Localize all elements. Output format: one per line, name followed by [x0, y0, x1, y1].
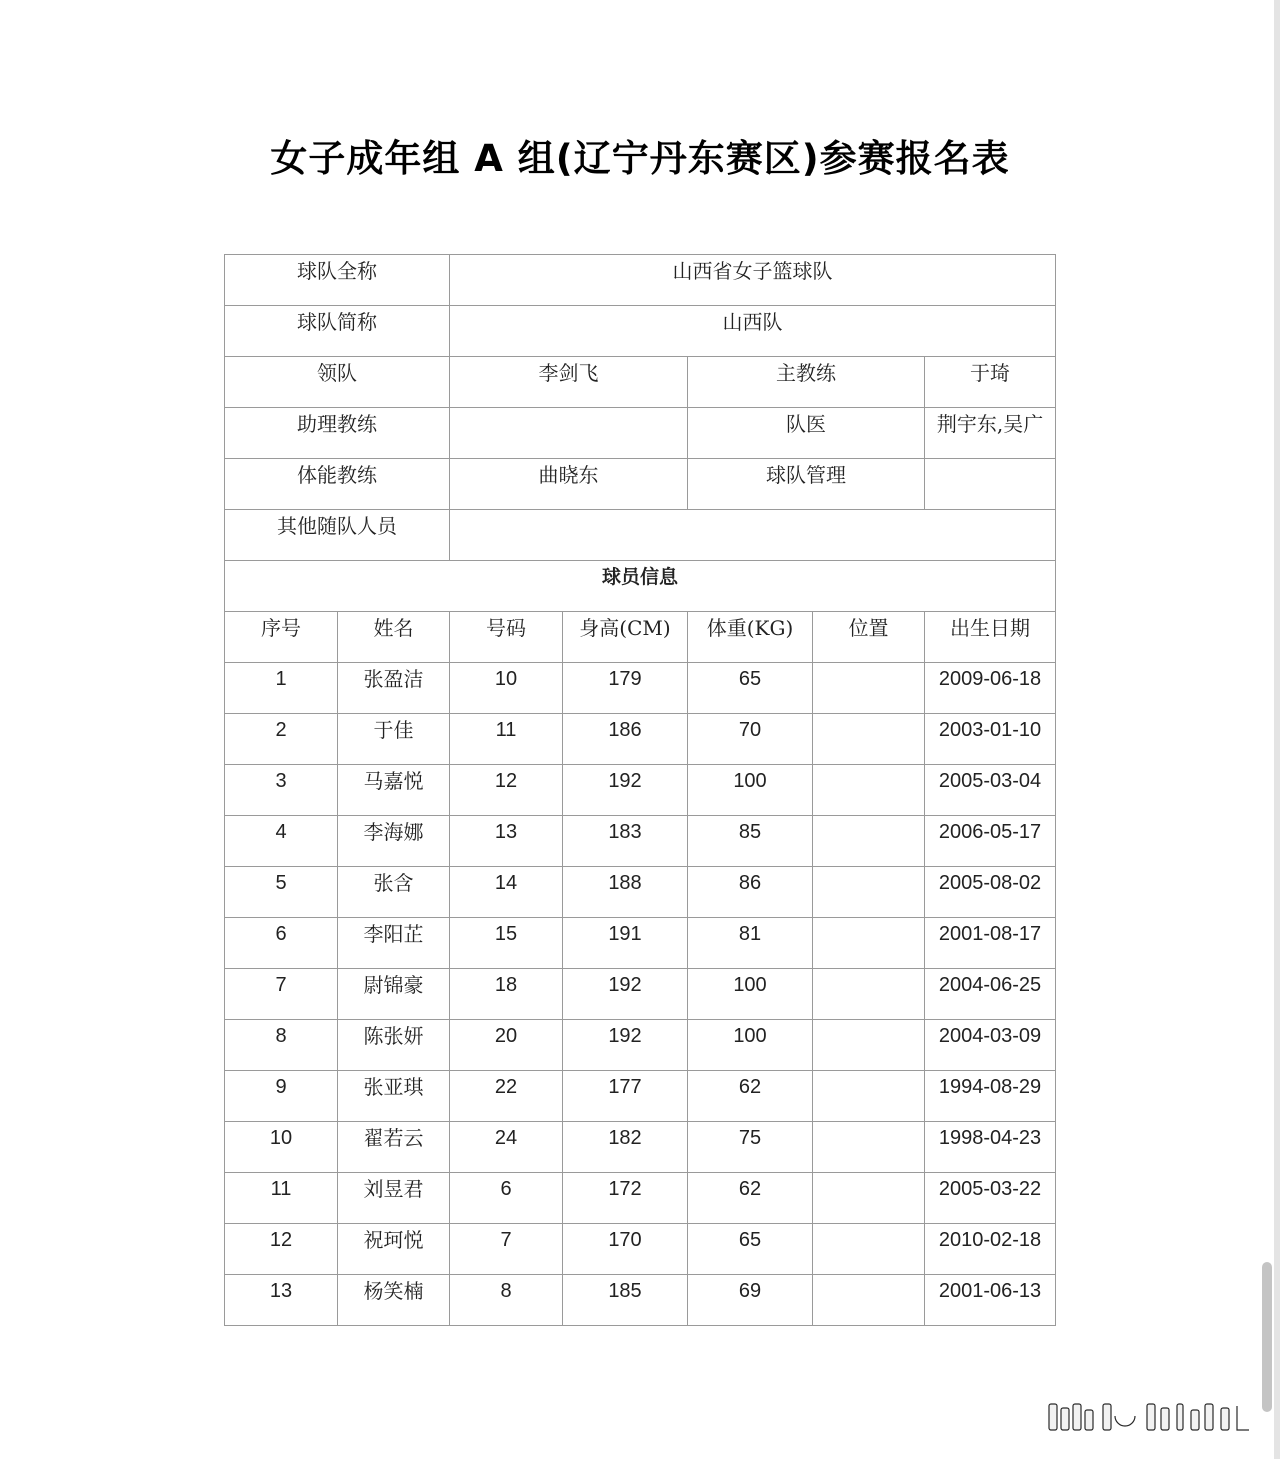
- player-birth-cell: 2001-08-17: [925, 918, 1056, 969]
- registration-table: [224, 254, 1056, 1326]
- player-weight-cell: 62: [688, 1071, 813, 1122]
- player-seq-cell: 4: [225, 816, 338, 867]
- team-full-name-row: [225, 255, 1056, 306]
- assistant-coach-value: [450, 408, 688, 459]
- player-row: [225, 1275, 1056, 1326]
- player-position-cell: [813, 714, 925, 765]
- player-number-cell: 12: [450, 765, 563, 816]
- assistant-coach-label: 助理教练: [225, 408, 450, 459]
- player-section-row: [225, 561, 1056, 612]
- player-number-cell: 20: [450, 1020, 563, 1071]
- other-staff-value: [450, 510, 1056, 561]
- player-weight-cell: 65: [688, 663, 813, 714]
- player-height-cell: 192: [563, 1020, 688, 1071]
- player-position-cell: [813, 867, 925, 918]
- player-row: [225, 714, 1056, 765]
- fitness-row: [225, 459, 1056, 510]
- player-row: [225, 816, 1056, 867]
- player-position-cell: [813, 1224, 925, 1275]
- leader-row: [225, 357, 1056, 408]
- player-birth-cell: 1994-08-29: [925, 1071, 1056, 1122]
- form-title: 女子成年组 A 组(辽宁丹东赛区)参赛报名表: [270, 137, 1010, 180]
- player-seq-cell: 5: [225, 867, 338, 918]
- player-birth-cell: 2005-08-02: [925, 867, 1056, 918]
- head-coach-value: 于琦: [925, 357, 1056, 408]
- player-position-cell: [813, 969, 925, 1020]
- player-birth-cell: 2009-06-18: [925, 663, 1056, 714]
- player-height-cell: 179: [563, 663, 688, 714]
- player-row: [225, 1173, 1056, 1224]
- header-cell: 序号: [225, 612, 338, 663]
- player-weight-cell: 81: [688, 918, 813, 969]
- player-seq-cell: 2: [225, 714, 338, 765]
- player-weight-cell: 69: [688, 1275, 813, 1326]
- player-name-cell: 祝珂悦: [338, 1224, 450, 1275]
- team-doctor-value: 荆宇东,吴广: [925, 408, 1056, 459]
- head-coach-label: 主教练: [688, 357, 925, 408]
- player-seq-cell: 10: [225, 1122, 338, 1173]
- player-number-cell: 10: [450, 663, 563, 714]
- player-rows: [225, 663, 1056, 1326]
- player-number-cell: 7: [450, 1224, 563, 1275]
- player-seq-cell: 1: [225, 663, 338, 714]
- player-seq-cell: 8: [225, 1020, 338, 1071]
- player-birth-cell: 2004-03-09: [925, 1020, 1056, 1071]
- player-name-cell: 李海娜: [338, 816, 450, 867]
- player-weight-cell: 70: [688, 714, 813, 765]
- leader-value: 李剑飞: [450, 357, 688, 408]
- player-birth-cell: 2003-01-10: [925, 714, 1056, 765]
- player-name-cell: 翟若云: [338, 1122, 450, 1173]
- header-cell: 体重(KG): [688, 612, 813, 663]
- player-seq-cell: 11: [225, 1173, 338, 1224]
- other-staff-label: 其他随队人员: [225, 510, 450, 561]
- player-position-cell: [813, 663, 925, 714]
- player-birth-cell: 2001-06-13: [925, 1275, 1056, 1326]
- player-seq-cell: 7: [225, 969, 338, 1020]
- team-short-name-row: [225, 306, 1056, 357]
- header-cell: 姓名: [338, 612, 450, 663]
- player-row: [225, 1020, 1056, 1071]
- player-number-cell: 6: [450, 1173, 563, 1224]
- player-height-cell: 185: [563, 1275, 688, 1326]
- player-position-cell: [813, 816, 925, 867]
- player-height-cell: 191: [563, 918, 688, 969]
- player-name-cell: 于佳: [338, 714, 450, 765]
- player-height-cell: 170: [563, 1224, 688, 1275]
- player-height-cell: 183: [563, 816, 688, 867]
- watermark-logo: [1045, 1398, 1255, 1434]
- leader-label: 领队: [225, 357, 450, 408]
- player-height-cell: 182: [563, 1122, 688, 1173]
- player-name-cell: 陈张妍: [338, 1020, 450, 1071]
- player-weight-cell: 86: [688, 867, 813, 918]
- player-height-cell: 188: [563, 867, 688, 918]
- player-birth-cell: 2005-03-04: [925, 765, 1056, 816]
- player-position-cell: [813, 1122, 925, 1173]
- header-cell: 身高(CM): [563, 612, 688, 663]
- player-number-cell: 11: [450, 714, 563, 765]
- player-number-cell: 15: [450, 918, 563, 969]
- player-name-cell: 尉锦豪: [338, 969, 450, 1020]
- header-cell: 号码: [450, 612, 563, 663]
- player-position-cell: [813, 918, 925, 969]
- player-birth-cell: 2010-02-18: [925, 1224, 1056, 1275]
- player-weight-cell: 75: [688, 1122, 813, 1173]
- player-position-cell: [813, 1275, 925, 1326]
- player-weight-cell: 100: [688, 765, 813, 816]
- player-row: [225, 663, 1056, 714]
- player-name-cell: 张亚琪: [338, 1071, 450, 1122]
- player-row: [225, 1224, 1056, 1275]
- player-number-cell: 13: [450, 816, 563, 867]
- player-number-cell: 14: [450, 867, 563, 918]
- player-weight-cell: 85: [688, 816, 813, 867]
- player-name-cell: 张盈洁: [338, 663, 450, 714]
- team-info-section: [225, 255, 1056, 663]
- player-weight-cell: 100: [688, 1020, 813, 1071]
- player-seq-cell: 13: [225, 1275, 338, 1326]
- team-full-name-value: 山西省女子篮球队: [450, 255, 1056, 306]
- player-seq-cell: 9: [225, 1071, 338, 1122]
- scrollbar-thumb[interactable]: [1262, 1262, 1272, 1412]
- header-cell: 出生日期: [925, 612, 1056, 663]
- header-cell: 位置: [813, 612, 925, 663]
- player-number-cell: 18: [450, 969, 563, 1020]
- team-full-name-label: 球队全称: [225, 255, 450, 306]
- player-weight-cell: 100: [688, 969, 813, 1020]
- fitness-coach-value: 曲晓东: [450, 459, 688, 510]
- player-number-cell: 8: [450, 1275, 563, 1326]
- player-name-cell: 马嘉悦: [338, 765, 450, 816]
- player-height-cell: 172: [563, 1173, 688, 1224]
- player-height-cell: 192: [563, 969, 688, 1020]
- player-position-cell: [813, 765, 925, 816]
- player-birth-cell: 2005-03-22: [925, 1173, 1056, 1224]
- fitness-coach-label: 体能教练: [225, 459, 450, 510]
- team-short-name-label: 球队简称: [225, 306, 450, 357]
- team-short-name-value: 山西队: [450, 306, 1056, 357]
- player-number-cell: 22: [450, 1071, 563, 1122]
- player-height-cell: 192: [563, 765, 688, 816]
- player-weight-cell: 62: [688, 1173, 813, 1224]
- player-section-title: 球员信息: [225, 561, 1056, 612]
- player-position-cell: [813, 1173, 925, 1224]
- player-row: [225, 765, 1056, 816]
- player-seq-cell: 6: [225, 918, 338, 969]
- team-doctor-label: 队医: [688, 408, 925, 459]
- page-edge: [1274, 0, 1280, 1459]
- player-row: [225, 918, 1056, 969]
- player-number-cell: 24: [450, 1122, 563, 1173]
- player-row: [225, 1122, 1056, 1173]
- player-weight-cell: 65: [688, 1224, 813, 1275]
- team-manager-value: [925, 459, 1056, 510]
- player-name-cell: 李阳芷: [338, 918, 450, 969]
- player-name-cell: 刘昱君: [338, 1173, 450, 1224]
- player-birth-cell: 2006-05-17: [925, 816, 1056, 867]
- player-name-cell: 张含: [338, 867, 450, 918]
- others-row: [225, 510, 1056, 561]
- player-header-row: [225, 612, 1056, 663]
- player-seq-cell: 3: [225, 765, 338, 816]
- player-row: [225, 867, 1056, 918]
- player-birth-cell: 1998-04-23: [925, 1122, 1056, 1173]
- player-height-cell: 177: [563, 1071, 688, 1122]
- player-position-cell: [813, 1071, 925, 1122]
- player-position-cell: [813, 1020, 925, 1071]
- player-height-cell: 186: [563, 714, 688, 765]
- player-seq-cell: 12: [225, 1224, 338, 1275]
- player-row: [225, 969, 1056, 1020]
- assistant-row: [225, 408, 1056, 459]
- player-row: [225, 1071, 1056, 1122]
- team-manager-label: 球队管理: [688, 459, 925, 510]
- player-name-cell: 杨笑楠: [338, 1275, 450, 1326]
- player-birth-cell: 2004-06-25: [925, 969, 1056, 1020]
